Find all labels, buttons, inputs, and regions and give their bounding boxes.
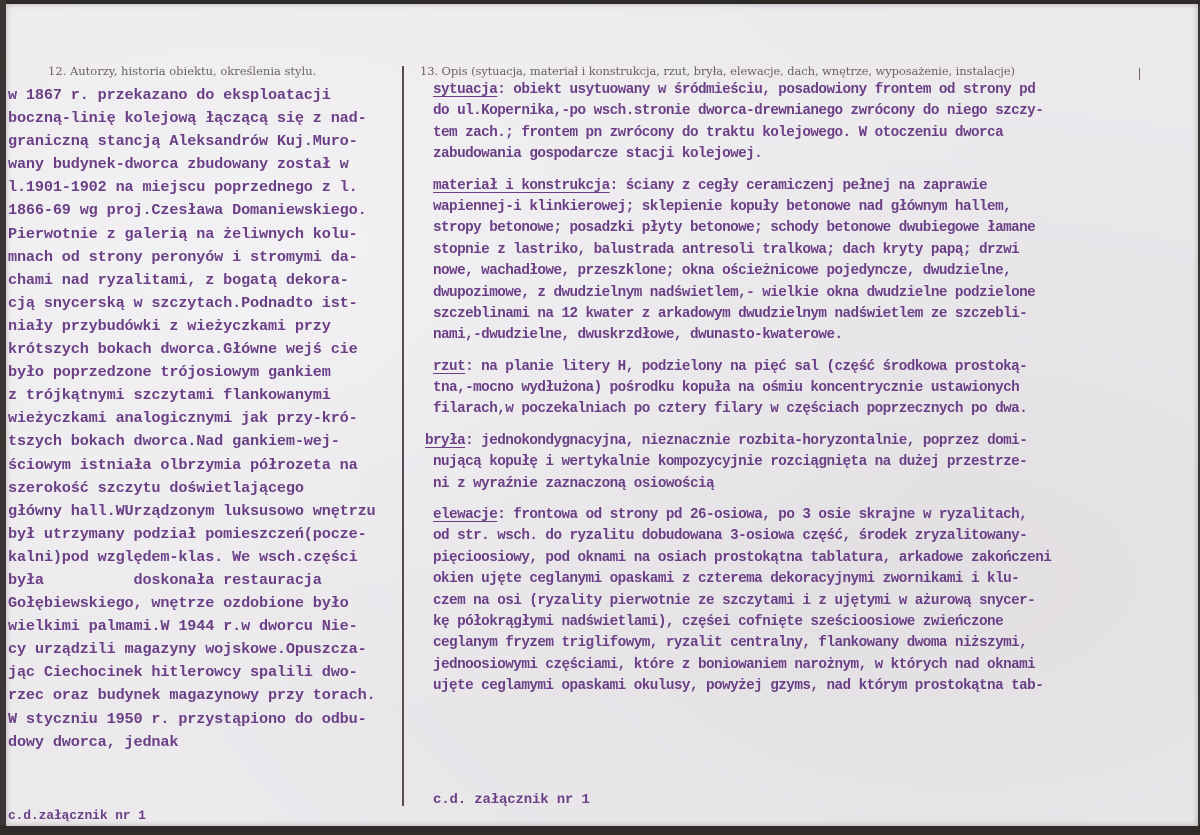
text-line: : obiekt usytuowany w śródmieściu, posadowiony frontem od strony pd <box>497 82 1036 98</box>
paragraph-material <box>433 176 1051 197</box>
text-line: l.1901-1902 na miejscu poprzednego z l. <box>8 178 358 197</box>
text-line: wielkimi palmami.W 1944 r.w dworcu Nie- <box>8 617 358 636</box>
text-line: mnach od strony peronyów i stromymi da- <box>8 247 358 266</box>
text-line: tszych bokach dworca.Nad gankiem-wej- <box>8 432 340 451</box>
section-13-text <box>425 80 1052 698</box>
text-line: wieżyczkami analogicznymi jak przy-kró- <box>8 409 358 428</box>
text-line: ceglanym fryzem triglifowym, ryzalit centralny, flankowany dwoma niższymi, <box>433 635 1028 652</box>
paragraph-bryla <box>425 431 1051 452</box>
text-line: okien ujęte ceglanymi opaskami z czterema dekoracyjnymi zwornikami i klu- <box>433 571 1020 588</box>
margin-tick-mark <box>1139 68 1140 80</box>
scan-bottom-edge <box>0 825 1200 835</box>
text-line: główny hall.WUrządzonym luksusowo wnętrzu <box>8 501 376 520</box>
paragraph-heading: bryła <box>425 432 466 449</box>
text-line: : na planie litery H, podzielony na pięć sal (część środkowa prostoką- <box>465 358 1028 375</box>
paragraph-heading: materiał i konstrukcja <box>433 177 610 194</box>
text-line: zabudowania gospodarcze stacji kolejowej. <box>433 146 763 163</box>
text-line: kę półokrągłymi nadświetlami), częśei cofnięte sześcioosiowe zwieńczone <box>433 613 1004 630</box>
text-line: szczeblinami na 12 kwater z arkadowym dwudzielnym nadświetlem ze szczebli- <box>433 305 1028 322</box>
section-13-label: 13. Opis (sytuacja, materiał i konstrukcja, rzut, bryła, elewacje, dach, wnętrze, wyposażenie, instalacje) <box>420 64 1015 78</box>
text-line: : jednokondygnacyjna, nieznacznie rozbita-horyzontalnie, poprzez domi- <box>465 432 1028 449</box>
text-line: ściowym istniała olbrzymia półrozeta na <box>8 455 358 474</box>
paragraph-heading: sytuacja <box>433 82 498 98</box>
text-line: do ul.Kopernika,-po wsch.stronie dworca-drewnianego zwrócony do niego szczy- <box>433 103 1044 120</box>
text-line: stopnie z lastriko, balustrada antresoli tralkowa; dach kryty papą; drzwi <box>433 241 1020 258</box>
text-line: dowy dworca, jednak <box>8 732 179 751</box>
text-line: graniczną stancją Aleksandrów Kuj.Muro- <box>8 132 358 151</box>
text-line: nującą kopułę i wertykalnie kompozycyjnie rozciągnięta na dużej przestrze- <box>433 454 1028 471</box>
section-12-text <box>8 84 376 754</box>
text-line: nowe, wachadłowe, przeszklone; okna ościeżnicowe pojedyncze, dwudzielne, <box>433 263 1012 280</box>
text-line: ni z wyraźnie zaznaczoną osiowością <box>433 475 715 492</box>
text-line: czem na osi (ryzality pierwotnie ze szczytami i z ujętymi w ażurową snycer- <box>433 592 1036 609</box>
text-line: chami nad ryzalitami, z bogatą dekora- <box>8 270 349 289</box>
text-line: jednoosiowymi częściami, które z boniowaniem narożnym, w których nad oknami <box>433 656 1036 673</box>
section-13-continuation: c.d. załącznik nr 1 <box>433 792 590 808</box>
text-line: z trójkątnymi szczytami flankowanymi <box>8 386 331 405</box>
text-line: krótszych bokach dworca.Główne wejś cie <box>8 340 358 359</box>
text-line: ujęte ceglamymi opaskami okulusy, powyżej gzyms, nad którym prostokątna tab- <box>433 678 1044 695</box>
text-line: był utrzymany podział pomieszczeń(pocze- <box>8 524 367 543</box>
paragraph-heading: elewacje <box>433 507 498 524</box>
text-line: jąc Ciechocinek hitlerowcy spalili dwo- <box>8 663 358 682</box>
text-line: : ściany z cegły ceramiczenj pełnej na zaprawie <box>609 177 988 194</box>
section-12-label: 12. Autorzy, historia obiektu, określenia stylu. <box>48 64 317 78</box>
text-line: było poprzedzone trójosiowym gankiem <box>8 363 331 382</box>
paragraph-rzut <box>433 357 1051 378</box>
text-line: boczną-linię kolejową łączącą się z nad- <box>8 109 367 128</box>
paragraph-elewacje <box>433 505 1051 526</box>
text-line: stropy betonowe; posadzki płyty betonowe; schody betonowe dwubiegowe łamane <box>433 220 1036 237</box>
text-line: dwupozimowe, z dwudzielnym nadświetlem,- wielkie okna dwudzielne podzielone <box>433 284 1036 301</box>
text-line: szerokość szczytu doświetlającego <box>8 478 304 497</box>
text-line: kalni)pod względem-klas. We wsch.części <box>8 547 358 566</box>
text-line: tna,-mocno wydłużona) pośrodku kopuła na ośmiu koncentrycznie ustawionych <box>433 380 1020 397</box>
text-line: wany budynek-dworca zbudowany został w <box>8 155 349 174</box>
text-line: cy urządzili magazyny wojskowe.Opuszcza- <box>8 640 367 659</box>
paragraph-sytuacja <box>433 80 1051 101</box>
text-line: 1866-69 wg proj.Czesława Domaniewskiego. <box>8 201 367 220</box>
text-line: Gołębiewskiego, wnętrze ozdobione było <box>8 594 349 613</box>
text-line: nami,-dwudzielne, dwuskrzdłowe, dwunasto-kwaterowe. <box>433 327 843 344</box>
text-line: W styczniu 1950 r. przystąpiono do odbu- <box>8 709 367 728</box>
text-line: rzec oraz budynek magazynowy przy torach. <box>8 686 376 705</box>
section-12-continuation: c.d.załącznik nr 1 <box>8 808 146 823</box>
column-divider <box>402 66 404 806</box>
text-line: Pierwotnie z galerią na żeliwnych kolu- <box>8 224 358 243</box>
text-line: w 1867 r. przekazano do eksploatacji <box>8 86 331 104</box>
text-line: filarach,w poczekalniach po cztery filary w częściach poprzecznych po dwa. <box>433 401 1028 418</box>
text-line: tem zach.; frontem pn zwrócony do traktu kolejowego. W otoczeniu dworca <box>433 124 1004 141</box>
text-line: : frontowa od strony pd 26-osiowa, po 3 osie skrajne w ryzalitach, <box>497 507 1028 524</box>
text-line: była doskonała restauracja <box>8 570 322 589</box>
text-line: od str. wsch. do ryzalitu dobudowana 3-osiowa część, środek zryzalitowany- <box>433 528 1028 545</box>
text-line: niały przybudówki z wieżyczkami przy <box>8 316 331 335</box>
text-line: pięcioosiowy, pod oknami na osiach prostokątna tablatura, arkadowe zakończeni <box>433 549 1052 566</box>
text-line: cją snycerską w szczytach.Podnadto ist- <box>8 293 358 312</box>
text-line: wapiennej-i klinkierowej; sklepienie kopuły betonowe nad głównym hallem, <box>433 198 1012 215</box>
paragraph-heading: rzut <box>433 358 466 375</box>
